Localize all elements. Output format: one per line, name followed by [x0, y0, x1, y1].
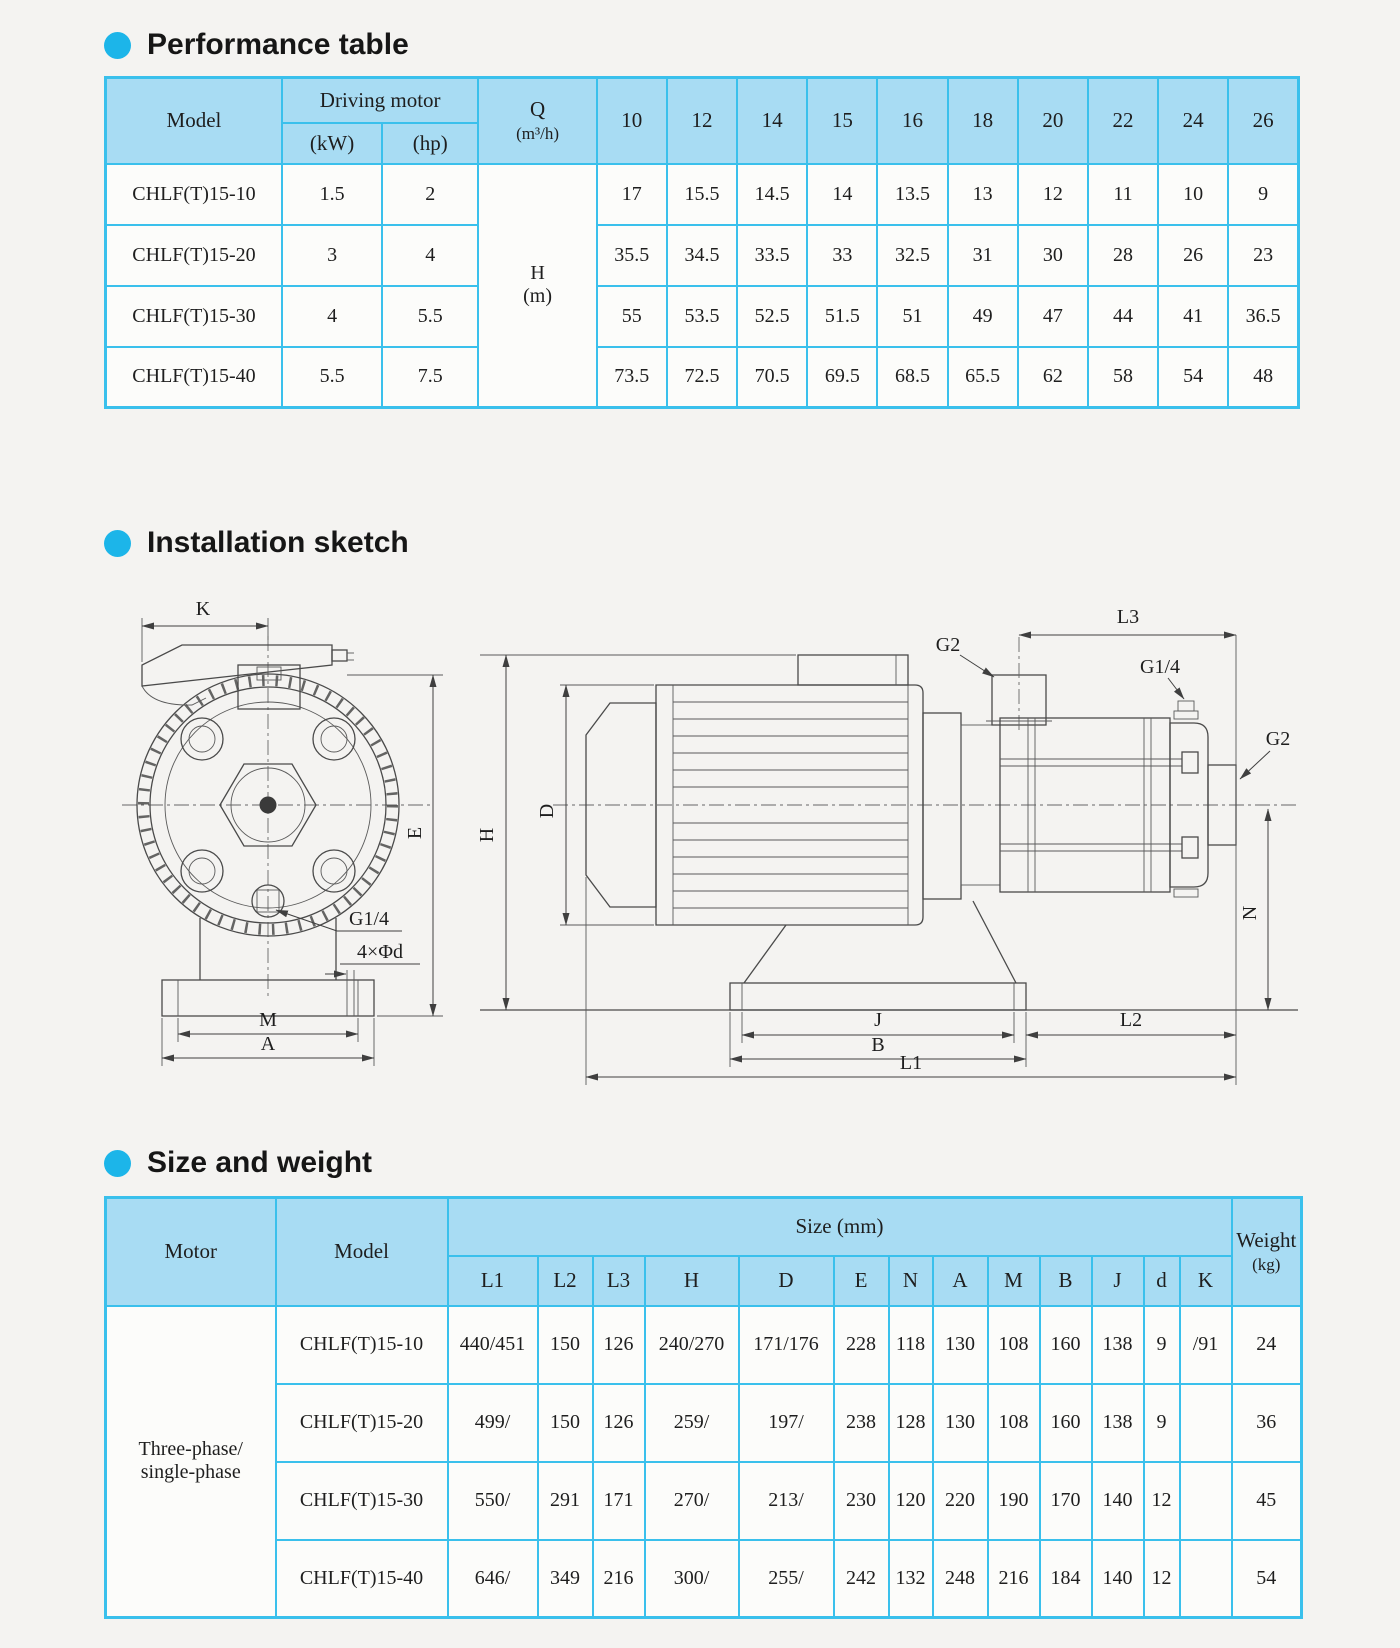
dim-header: L2 — [538, 1256, 593, 1306]
perf-cell: 13.5 — [877, 164, 947, 225]
size-cell: 499/ — [448, 1384, 538, 1462]
size-cell: 259/ — [645, 1384, 739, 1462]
installation-section-title — [104, 526, 409, 560]
size-cell: 550/ — [448, 1462, 538, 1540]
section-title-text: Performance table — [147, 28, 409, 61]
model-cell: CHLF(T)15-40 — [276, 1540, 448, 1618]
dim-header: E — [834, 1256, 889, 1306]
size-cell: 120 — [889, 1462, 933, 1540]
perf-cell: 26 — [1158, 225, 1228, 286]
size-cell — [1180, 1462, 1232, 1540]
table-row — [106, 1462, 1302, 1540]
kw-cell: 5.5 — [282, 347, 382, 408]
model-cell: CHLF(T)15-30 — [106, 286, 282, 347]
size-cell: 140 — [1092, 1462, 1144, 1540]
perf-cell: 31 — [948, 225, 1018, 286]
motor-type-line1: Three-phase/ — [138, 1438, 243, 1461]
flow-header: 26 — [1228, 78, 1298, 164]
size-cell: 171/176 — [739, 1306, 834, 1384]
hp-cell: 2 — [382, 164, 478, 225]
weight-unit: (kg) — [1252, 1255, 1281, 1275]
size-cell: 138 — [1092, 1306, 1144, 1384]
perf-cell: 23 — [1228, 225, 1298, 286]
size-cell — [1180, 1540, 1232, 1618]
perf-cell: 58 — [1088, 347, 1158, 408]
bullet-icon — [104, 32, 131, 59]
size-cell: 300/ — [645, 1540, 739, 1618]
col-header-model: Model — [276, 1198, 448, 1306]
dim-label-l1: L1 — [899, 1052, 923, 1074]
size-cell: 126 — [593, 1306, 645, 1384]
perf-cell: 11 — [1088, 164, 1158, 225]
perf-cell: 51.5 — [807, 286, 877, 347]
dim-label-h: H — [476, 827, 498, 843]
flow-header: 22 — [1088, 78, 1158, 164]
size-cell: 220 — [933, 1462, 988, 1540]
size-cell: 240/270 — [645, 1306, 739, 1384]
table-row — [106, 1384, 1302, 1462]
col-header-model: Model — [106, 78, 282, 164]
model-cell: CHLF(T)15-10 — [276, 1306, 448, 1384]
model-cell: CHLF(T)15-30 — [276, 1462, 448, 1540]
port-label-g2-top: G2 — [935, 634, 961, 656]
dim-label-a: A — [260, 1033, 276, 1055]
dim-label-j: J — [874, 1009, 882, 1031]
dim-header: M — [988, 1256, 1040, 1306]
size-cell: 230 — [834, 1462, 889, 1540]
dim-header: D — [739, 1256, 834, 1306]
size-cell: 132 — [889, 1540, 933, 1618]
dim-header: B — [1040, 1256, 1092, 1306]
perf-cell: 9 — [1228, 164, 1298, 225]
col-header-size: Size (mm) — [448, 1198, 1232, 1256]
port-label-g14: G1/4 — [1140, 656, 1180, 678]
size-cell: /91 — [1180, 1306, 1232, 1384]
model-cell: CHLF(T)15-20 — [276, 1384, 448, 1462]
port-label-g2-right: G2 — [1265, 728, 1291, 750]
size-cell: 150 — [538, 1384, 593, 1462]
size-cell: 108 — [988, 1384, 1040, 1462]
size-cell: 238 — [834, 1384, 889, 1462]
size-cell: 255/ — [739, 1540, 834, 1618]
weight-cell: 36 — [1232, 1384, 1302, 1462]
size-cell: 270/ — [645, 1462, 739, 1540]
perf-cell: 34.5 — [667, 225, 737, 286]
dim-header: L1 — [448, 1256, 538, 1306]
perf-cell: 62 — [1018, 347, 1088, 408]
bullet-icon — [104, 1150, 131, 1177]
size-cell — [1180, 1384, 1232, 1462]
col-header-kw: (kW) — [282, 123, 382, 164]
weight-cell: 24 — [1232, 1306, 1302, 1384]
perf-cell: 69.5 — [807, 347, 877, 408]
kw-cell: 1.5 — [282, 164, 382, 225]
col-header-hp: (hp) — [382, 123, 478, 164]
flow-header: 20 — [1018, 78, 1088, 164]
perf-cell: 10 — [1158, 164, 1228, 225]
weight-cell: 54 — [1232, 1540, 1302, 1618]
performance-table — [104, 76, 1300, 409]
dim-label-e: E — [404, 826, 426, 840]
perf-cell: 55 — [597, 286, 667, 347]
dim-label-d: D — [536, 803, 558, 819]
flow-header: 18 — [948, 78, 1018, 164]
table-row — [106, 1306, 1302, 1384]
size-cell: 130 — [933, 1384, 988, 1462]
size-weight-section-title — [104, 1146, 372, 1180]
size-cell: 291 — [538, 1462, 593, 1540]
perf-cell: 47 — [1018, 286, 1088, 347]
kw-cell: 3 — [282, 225, 382, 286]
perf-cell: 35.5 — [597, 225, 667, 286]
motor-type-line2: single-phase — [140, 1461, 241, 1484]
dim-label-n: N — [1239, 905, 1261, 921]
side-view-drawing — [468, 573, 1308, 1098]
perf-cell: 36.5 — [1228, 286, 1298, 347]
perf-cell: 33.5 — [737, 225, 807, 286]
flow-header: 24 — [1158, 78, 1228, 164]
size-cell: 138 — [1092, 1384, 1144, 1462]
q-unit: (m³/h) — [516, 124, 559, 144]
performance-section-title — [104, 28, 409, 62]
h-unit: (m) — [523, 285, 553, 308]
size-cell: 160 — [1040, 1306, 1092, 1384]
size-cell: 190 — [988, 1462, 1040, 1540]
col-header-weight — [1232, 1198, 1302, 1306]
perf-cell: 44 — [1088, 286, 1158, 347]
hp-cell: 4 — [382, 225, 478, 286]
table-row — [106, 347, 1299, 408]
size-cell: 242 — [834, 1540, 889, 1618]
size-cell: 646/ — [448, 1540, 538, 1618]
size-cell: 12 — [1144, 1462, 1180, 1540]
flow-header: 10 — [597, 78, 667, 164]
dim-header: H — [645, 1256, 739, 1306]
model-cell: CHLF(T)15-40 — [106, 347, 282, 408]
bolt-holes-label: 4×Φd — [357, 941, 403, 963]
size-cell: 213/ — [739, 1462, 834, 1540]
perf-cell: 28 — [1088, 225, 1158, 286]
perf-cell: 51 — [877, 286, 947, 347]
perf-cell: 14 — [807, 164, 877, 225]
size-cell: 108 — [988, 1306, 1040, 1384]
perf-cell: 48 — [1228, 347, 1298, 408]
q-label: Q — [529, 97, 546, 122]
col-header-driving-motor: Driving motor — [282, 78, 478, 123]
perf-cell: 33 — [807, 225, 877, 286]
perf-cell: 15.5 — [667, 164, 737, 225]
size-cell: 197/ — [739, 1384, 834, 1462]
flow-header: 15 — [807, 78, 877, 164]
perf-cell: 32.5 — [877, 225, 947, 286]
perf-cell: 49 — [948, 286, 1018, 347]
hp-cell: 5.5 — [382, 286, 478, 347]
size-cell: 170 — [1040, 1462, 1092, 1540]
bullet-icon — [104, 530, 131, 557]
size-cell: 228 — [834, 1306, 889, 1384]
size-cell: 12 — [1144, 1540, 1180, 1618]
size-cell: 216 — [593, 1540, 645, 1618]
perf-cell: 52.5 — [737, 286, 807, 347]
size-cell: 130 — [933, 1306, 988, 1384]
flow-header: 12 — [667, 78, 737, 164]
size-cell: 150 — [538, 1306, 593, 1384]
table-row — [106, 164, 1299, 225]
size-cell: 118 — [889, 1306, 933, 1384]
kw-cell: 4 — [282, 286, 382, 347]
size-cell: 126 — [593, 1384, 645, 1462]
size-cell: 9 — [1144, 1306, 1180, 1384]
size-cell: 248 — [933, 1540, 988, 1618]
size-cell: 349 — [538, 1540, 593, 1618]
perf-cell: 68.5 — [877, 347, 947, 408]
dim-label-m: M — [259, 1009, 277, 1031]
dim-label-b: B — [871, 1034, 885, 1056]
model-cell: CHLF(T)15-20 — [106, 225, 282, 286]
table-row — [106, 225, 1299, 286]
size-cell: 140 — [1092, 1540, 1144, 1618]
size-weight-table — [104, 1196, 1303, 1619]
head-unit-cell — [478, 164, 596, 408]
weight-label: Weight — [1236, 1228, 1297, 1253]
section-title-text: Size and weight — [147, 1146, 373, 1179]
size-cell: 128 — [889, 1384, 933, 1462]
size-cell: 171 — [593, 1462, 645, 1540]
perf-cell: 54 — [1158, 347, 1228, 408]
perf-cell: 73.5 — [597, 347, 667, 408]
size-cell: 440/451 — [448, 1306, 538, 1384]
model-cell: CHLF(T)15-10 — [106, 164, 282, 225]
size-cell: 9 — [1144, 1384, 1180, 1462]
size-cell: 184 — [1040, 1540, 1092, 1618]
dim-header: J — [1092, 1256, 1144, 1306]
perf-cell: 14.5 — [737, 164, 807, 225]
perf-cell: 13 — [948, 164, 1018, 225]
col-header-q — [478, 78, 596, 164]
perf-cell: 30 — [1018, 225, 1088, 286]
dim-header: L3 — [593, 1256, 645, 1306]
dim-header: A — [933, 1256, 988, 1306]
motor-type-cell — [106, 1306, 276, 1618]
perf-cell: 17 — [597, 164, 667, 225]
weight-cell: 45 — [1232, 1462, 1302, 1540]
perf-cell: 41 — [1158, 286, 1228, 347]
dim-header: N — [889, 1256, 933, 1306]
perf-cell: 12 — [1018, 164, 1088, 225]
perf-cell: 53.5 — [667, 286, 737, 347]
h-label: H — [530, 262, 545, 285]
port-label-g14: G1/4 — [349, 908, 389, 930]
front-view-drawing — [100, 568, 480, 1068]
section-title-text: Installation sketch — [147, 526, 409, 559]
flow-header: 16 — [877, 78, 947, 164]
perf-cell: 70.5 — [737, 347, 807, 408]
size-cell: 160 — [1040, 1384, 1092, 1462]
dim-label-k: K — [195, 598, 211, 620]
col-header-motor: Motor — [106, 1198, 276, 1306]
dim-header: d — [1144, 1256, 1180, 1306]
table-row — [106, 286, 1299, 347]
table-row — [106, 1540, 1302, 1618]
dim-label-l3: L3 — [1116, 606, 1140, 628]
perf-cell: 65.5 — [948, 347, 1018, 408]
flow-header: 14 — [737, 78, 807, 164]
dim-label-l2: L2 — [1119, 1009, 1143, 1031]
perf-cell: 72.5 — [667, 347, 737, 408]
hp-cell: 7.5 — [382, 347, 478, 408]
size-cell: 216 — [988, 1540, 1040, 1618]
dim-header: K — [1180, 1256, 1232, 1306]
